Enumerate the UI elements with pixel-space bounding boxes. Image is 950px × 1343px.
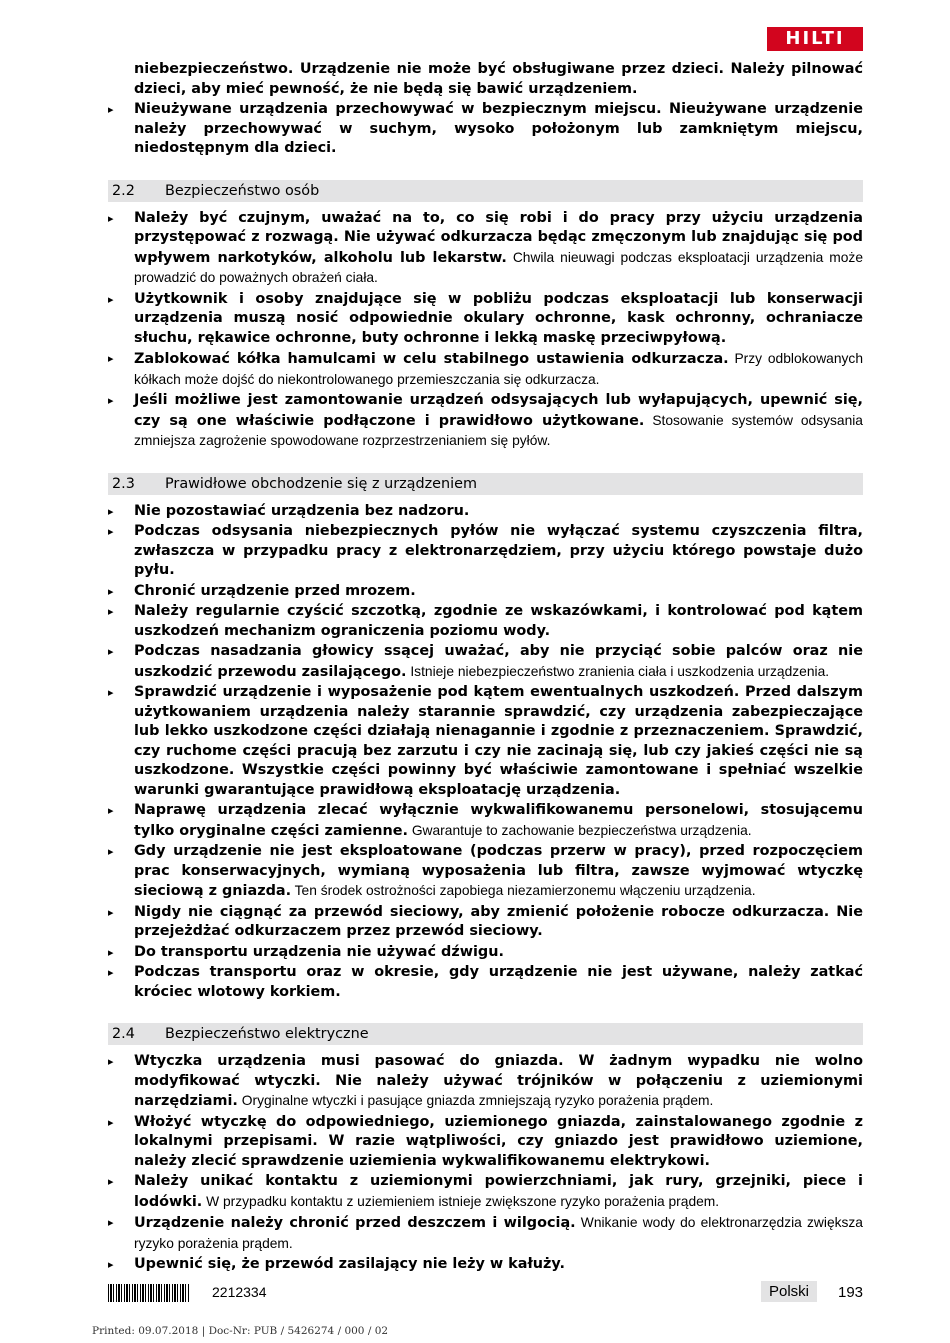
bullet-item [108, 943, 863, 963]
bullet-bold-text: Wtyczka urządzenia musi pasować do gniazda. W żadnym wypadku nie wolno modyfikować wtyczki. Nie należy używać trójników w połączeniu z uziemionymi narzędziami. [134, 1053, 863, 1109]
bullet-bold-text: Włożyć wtyczkę do odpowiedniego, uziemionego gniazda, zainstalowanego zgodnie z lokalnymi przepisami. W razie wątpliwości, czy gniazdo jest prawidłowo uziemione, należy zlecić sprawdzenie uziemienia wykwalifikowanemu elektrykowi. [134, 1113, 863, 1169]
bullet-item [108, 683, 863, 800]
bullet-bold-text: Gdy urządzenie nie jest eksploatowane (podczas przerw w pracy), przed rozpoczęciem prac konserwacyjnych, wymianą wyposażenia lub filtra, zawsze wyjmować wtyczkę sieciową z gniazda. [134, 843, 863, 899]
bullet-item [108, 1113, 863, 1172]
bullet-item [108, 349, 863, 390]
bullet-item [108, 903, 863, 942]
bullet-bold-text: Chronić urządzenie przed mrozem. [134, 582, 416, 599]
bullet-bold-text: Do transportu urządzenia nie używać dźwigu. [134, 943, 504, 960]
bullet-normal-text: Gwarantuje to zachowanie bezpieczeństwa urządzenia. [407, 822, 752, 838]
bullet-item [108, 1213, 863, 1254]
bullet-normal-text: W przypadku kontaktu z uziemieniem istnieje zwiększone ryzyko porażenia prądem. [202, 1193, 720, 1209]
bullet-bold-text: Podczas transportu oraz w okresie, gdy urządzenie nie jest używane, należy zatkać króciec wlotowy korkiem. [134, 964, 863, 1000]
document-number: 2212334 [212, 1284, 267, 1300]
section-heading [108, 473, 863, 495]
language-label: Polski [761, 1281, 817, 1302]
bullet-bold-text: niebezpieczeństwo. Urządzenie nie może być obsługiwane przez dzieci. Należy pilnować dzieci, aby mieć pewność, że nie będą się bawić urządzeniem. [134, 61, 863, 97]
section-number: 2.3 [112, 475, 135, 492]
bullet-normal-text: Ten środek ostrożności zapobiega niezamierzonemu włączeniu urządzenia. [291, 883, 756, 898]
bullet-item [108, 1052, 863, 1112]
bullet-bold-text: Urządzenie należy chronić przed deszczem i wilgocią. [134, 1215, 576, 1231]
section-number: 2.2 [112, 182, 135, 199]
bullet-bold-text: Upewnić się, że przewód zasilający nie leży w kałuży. [134, 1256, 565, 1272]
print-info: Printed: 09.07.2018 | Doc-Nr: PUB / 5426274 / 000 / 02 [92, 1325, 389, 1337]
section-number: 2.4 [112, 1026, 135, 1042]
bullet-bold-text: Nieużywane urządzenia przechowywać w bezpiecznym miejscu. Nieużywane urządzenie należy przechowywać w suchym, wysoko położonym lub zamkniętym miejscu, niedostępnym dla dzieci. [134, 101, 863, 156]
bullet-item [108, 502, 863, 522]
bullet-bold-text: Podczas odsysania niebezpiecznych pyłów nie wyłączać systemu czyszczenia filtra, zwłaszcza w przypadku pracy z elektronarzędziem, przy użyciu którego powstaje dużo pyłu. [134, 523, 863, 578]
bullet-item [108, 602, 863, 641]
section-heading [108, 180, 863, 202]
section-heading [108, 1023, 863, 1045]
bullet-item [108, 391, 863, 452]
bullet-normal-text: Istnieje niebezpieczeństwo zranienia ciała i uszkodzenia urządzenia. [406, 663, 830, 679]
bullet-item [108, 801, 863, 841]
bullet-bold-text: Nigdy nie ciągnąć za przewód sieciowy, aby zmienić położenie robocze odkurzacza. Nie przejeżdżać odkurzaczem przez przewód sieciowy. [134, 903, 863, 939]
section-title: Bezpieczeństwo osób [165, 182, 320, 199]
bullet-normal-text: Stosowanie systemów odsysania zmniejsza zagrożenie spowodowane rozprzestrzenianiem się pyłów. [134, 412, 863, 448]
bullet-item [108, 100, 863, 159]
bullet-bold-text: Jeśli możliwe jest zamontowanie urządzeń odsysających lub wyłapujących, upewnić się, czy są one właściwie podłączone i prawidłowo użytkowane. [134, 392, 863, 429]
document-body [108, 60, 863, 1276]
section-title: Prawidłowe obchodzenie się z urządzeniem [165, 475, 478, 492]
bullet-item [108, 1255, 863, 1275]
bullet-bold-text: Należy regularnie czyścić szczotką, zgodnie ze wskazówkami, i kontrolować pod kątem uszkodzeń mechanizm ograniczenia poziomu wody. [134, 603, 863, 639]
bullet-normal-text: Chwila nieuwagi podczas eksploatacji urządzenia może prowadzić do poważnych obrażeń ciała. [134, 249, 863, 285]
bullet-item [108, 290, 863, 349]
page-number: 193 [838, 1284, 864, 1301]
barcode [108, 1284, 190, 1302]
bullet-bold-text: Sprawdzić urządzenie i wyposażenie pod kątem ewentualnych uszkodzeń. Przed dalszym użytkowaniem urządzenia należy starannie sprawdzić, czy urządzenia zabezpieczające lub lekko uszkodzone części działają nienagannie i zgodnie z przeznaczeniem. Sprawdzić, czy ruchome części pracują bez zarzutu i czy nie zacinają się, lub czy jakieś części nie są uszkodzone. Wszystkie części powinny być właściwie zamontowane i spełniać wszelkie warunki gwarantujące prawidłową eksploatację urządzenia. [134, 684, 863, 798]
bullet-item [108, 1172, 863, 1212]
bullet-normal-text: Oryginalne wtyczki i pasujące gniazda zmniejszają ryzyko porażenia prądem. [237, 1093, 714, 1108]
bullet-bold-text: Nie pozostawiać urządzenia bez nadzoru. [134, 502, 470, 519]
section-title: Bezpieczeństwo elektryczne [165, 1026, 369, 1042]
bullet-normal-text: Wnikanie wody do elektronarzędzia zwiększa ryzyko porażenia prądem. [134, 1215, 863, 1251]
bullet-bold-text: Użytkownik i osoby znajdujące się w pobliżu podczas eksploatacji lub konserwacji urządzenia muszą nosić odpowiednie okulary ochronne, kask ochronny, ochraniacze słuchu, rękawice ochronne, buty ochronne i lekką maskę przeciwpyłową. [134, 290, 863, 346]
bullet-bold-text: Naprawę urządzenia zlecać wyłącznie wykwalifikowanemu personelowi, stosującemu tylko oryginalne części zamienne. [134, 802, 863, 839]
bullet-item [108, 963, 863, 1002]
hilti-logo: HILTI [767, 27, 863, 51]
bullet-bold-text: Zablokować kółka hamulcami w celu stabilnego ustawienia odkurzacza. [134, 351, 729, 367]
bullet-item [108, 842, 863, 902]
bullet-item [108, 582, 863, 602]
bullet-item [108, 642, 863, 682]
bullet-normal-text: Przy odblokowanych kółkach może dojść do niekontrolowanego przemieszczania się odkurzacza. [134, 351, 863, 387]
bullet-item [108, 522, 863, 581]
bullet-item [108, 209, 863, 289]
bullet-bold-text: Należy być czujnym, uważać na to, co się robi i do pracy przy użyciu urządzenia przystępować z rozwagą. Nie używać odkurzacza będąc zmęczonym lub znajdując się pod wpływem narkotyków, alkoholu lub lekarstw. [134, 209, 863, 266]
bullet-item [108, 60, 863, 99]
bullet-bold-text: Należy unikać kontaktu z uziemionymi powierzchniami, jak rury, grzejniki, piece i lodówki. [134, 1173, 863, 1210]
bullet-bold-text: Podczas nasadzania głowicy ssącej uważać, aby nie przyciąć sobie palców oraz nie uszkodzić przewodu zasilającego. [134, 643, 863, 680]
